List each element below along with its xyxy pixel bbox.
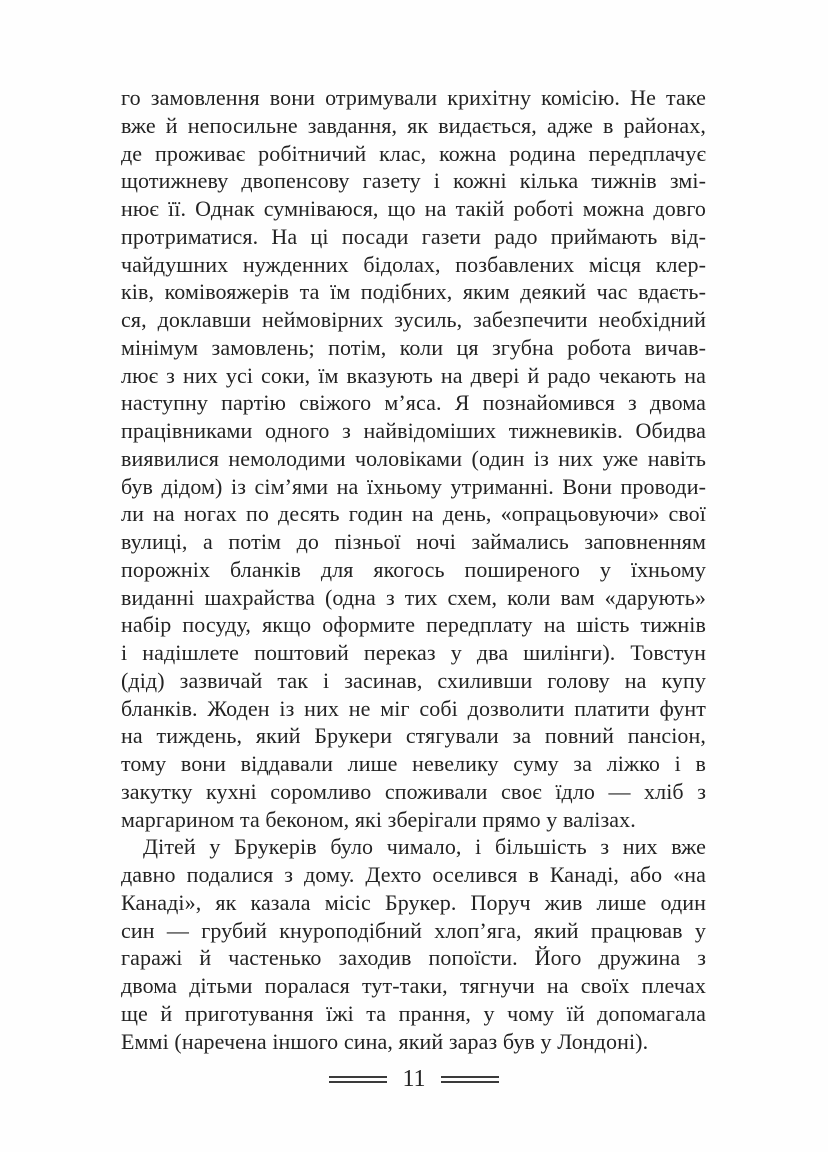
text-line: виявилися немолодими чоловіками (один із них уже навіть xyxy=(121,445,706,471)
text-line: ків, комівояжерів та їм подібних, яким деякий час вдаєть- xyxy=(121,279,706,305)
text-line: вже й непосильне завдання, як видається, адже в районах, xyxy=(121,112,706,138)
text-line: тому вони віддавали лише невелику суму за ліжко і в xyxy=(121,751,706,776)
text-line: де проживає робітничий клас, кожна родина передплачує xyxy=(121,140,706,166)
page-text xyxy=(121,84,706,1055)
text-line: давно подалися з дому. Дехто оселився в Канаді, або «на xyxy=(121,862,706,887)
page-number: 11 xyxy=(402,1066,426,1092)
text-line: чайдушних нужденних бідолах, позбавлених місця клер- xyxy=(121,251,706,277)
text-line: нює її. Однак сумніваюся, що на такій роботі можна довго xyxy=(121,196,706,221)
text-line: ли на ногах по десять годин на день, «опрацьовуючи» свої xyxy=(121,501,706,527)
text-line: наступну партію свіжого м’яса. Я познайомився з двома xyxy=(121,390,706,416)
text-line: щотижневу двопенсову газету і кожні кілька тижнів змі- xyxy=(121,168,706,194)
text-line: мінімум замовлень; потім, коли ця згубна робота вичав- xyxy=(121,334,706,360)
text-line: гаражі й частенько заходив попоїсти. Його дружина з xyxy=(121,945,706,971)
text-line: протриматися. На ці посади газети радо приймають від- xyxy=(121,223,706,249)
text-line: бланків. Жоден із них не міг собі дозволити платити фунт xyxy=(121,695,706,721)
footer-rule-right xyxy=(441,1076,499,1083)
page-footer xyxy=(0,1064,828,1094)
text-line: Канаді», як казала місіс Брукер. Поруч жив лише один xyxy=(121,889,706,915)
text-line: порожніх бланків для якогось поширеного у їхньому xyxy=(121,556,706,582)
text-line: виданні шахрайства (одна з тих схем, коли вам «дарують» xyxy=(121,584,706,610)
text-line: (дід) зазвичай так і засинав, схиливши голову на купу xyxy=(121,667,706,693)
text-line: вулиці, а потім до пізньої ночі займались заповненням xyxy=(121,529,706,554)
text-line: двома дітьми поралася тут-таки, тягнучи на своїх плечах xyxy=(121,973,706,998)
text-line: і надішлете поштовий переказ у два шилінги). Товстун xyxy=(121,640,706,665)
text-line: маргарином та беконом, які зберігали прямо у валізах. xyxy=(121,806,636,832)
text-line: набір посуду, якщо оформите передплату на шість тижнів xyxy=(121,612,706,638)
text-line: Еммі (наречена іншого сина, який зараз був у Лондоні). xyxy=(121,1028,649,1054)
footer-rule-left xyxy=(329,1076,387,1083)
text-line: був дідом) із сім’ями на їхньому утриманні. Вони проводи- xyxy=(121,473,706,499)
text-line: лює з них усі соки, їм вказують на двері й радо чекають на xyxy=(121,362,706,388)
text-line: ся, доклавши неймовірних зусиль, забезпечити необхідний xyxy=(121,307,706,332)
text-line: го замовлення вони отримували крихітну комісію. Не таке xyxy=(121,85,706,110)
text-line: ще й приготування їжі та прання, у чому їй допомагала xyxy=(121,1000,706,1026)
text-line: на тиждень, який Брукери стягували за повний пансіон, xyxy=(121,723,706,749)
text-line: закутку кухні соромливо споживали своє їдло — хліб з xyxy=(121,778,706,804)
text-line: Дітей у Брукерів було чимало, і більшість з них вже xyxy=(143,834,706,860)
text-line: син — грубий кнуроподібний хлоп’яга, який працював у xyxy=(121,917,706,943)
text-line: працівниками одного з найвідоміших тижневиків. Обидва xyxy=(121,418,706,443)
